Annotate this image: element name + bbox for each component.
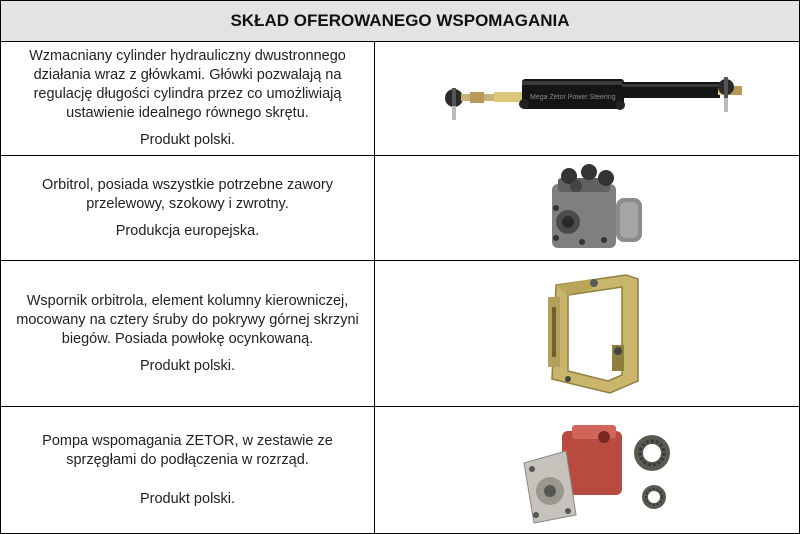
description-cell <box>1 156 375 260</box>
origin-text: Produkcja europejska. <box>115 222 260 239</box>
description-cell <box>1 261 375 406</box>
origin-text: Produkt polski. <box>139 490 236 507</box>
pump-icon <box>376 407 799 533</box>
image-cell <box>376 42 799 155</box>
description-text: Wspornik orbitrola, element kolumny kierowniczej, mocowany na cztery śruby do pokrywy górnej skrzyni biegów. Posiada powłokę ocynkowaną. <box>16 292 359 347</box>
description-text: Pompa wspomagania ZETOR, w zestawie ze sprzęgłami do podłączenia w rozrząd. <box>42 432 333 468</box>
image-cell <box>376 261 799 406</box>
hydraulic-cylinder-icon <box>376 42 799 155</box>
image-cell <box>376 407 799 533</box>
image-cell <box>376 156 799 260</box>
orbitrol-icon <box>376 156 799 260</box>
table-row <box>1 42 799 156</box>
description-cell <box>1 407 375 533</box>
description-text: Wzmacniany cylinder hydrauliczny dwustronnego działania wraz z główkami. Główki pozwalają na regulację długości cylindra przez co umożliwiają ustawienie idealnego równego skrętu. <box>29 48 346 121</box>
origin-text: Produkt polski. <box>139 132 236 148</box>
table-row <box>1 407 799 533</box>
description-text: Orbitrol, posiada wszystkie potrzebne zawory przelewowy, szokowy i zwrotny. <box>42 176 333 212</box>
table-title: SKŁAD OFEROWANEGO WSPOMAGANIA <box>1 1 799 42</box>
table-row <box>1 261 799 407</box>
origin-text: Produkt polski. <box>139 357 236 374</box>
cylinder-label: Mega Zetor Power Steering <box>530 94 616 101</box>
description-cell <box>1 42 375 155</box>
bracket-icon <box>376 261 799 406</box>
table-row <box>1 156 799 261</box>
